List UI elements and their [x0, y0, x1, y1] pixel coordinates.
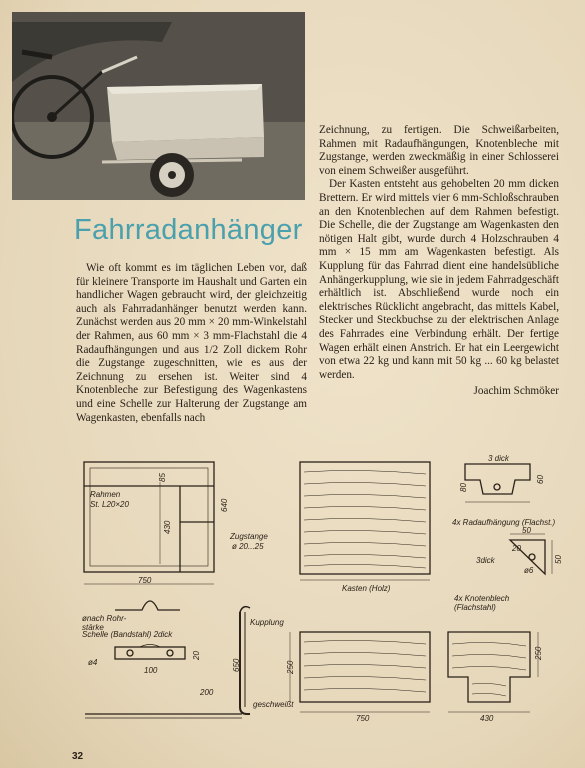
- label-schelle: Schelle (Bandstahl) 2dick: [82, 630, 173, 639]
- author-signature: Joachim Schmöker: [473, 385, 559, 398]
- construction-drawing-lines: [60, 452, 565, 732]
- trailer-photo: [12, 12, 305, 200]
- dim-250-b: 250: [534, 646, 543, 660]
- construction-drawing: [60, 452, 565, 732]
- article-title: Fahrradanhänger: [74, 214, 303, 246]
- dim-50-top: 50: [522, 526, 531, 535]
- article-column-2: [319, 124, 559, 399]
- dim-20-schelle: 20: [192, 651, 201, 660]
- label-kupplung: Kupplung: [250, 618, 284, 627]
- dim-200: 200: [200, 688, 214, 697]
- article-column-1: [76, 262, 307, 425]
- label-knotenblech: 4x Knotenblech (Flachstahl): [454, 594, 510, 612]
- dim-640: 640: [220, 498, 229, 512]
- dim-250-a: 250: [286, 660, 295, 674]
- label-kasten: Kasten (Holz): [342, 584, 391, 593]
- label-radaufhaengung: 4x Radaufhängung (Flachst.): [452, 518, 556, 527]
- dim-20-kb: 20: [512, 544, 521, 553]
- label-rohrstaerke: ønach Rohr-stärke: [82, 614, 127, 632]
- dim-650: 650: [232, 658, 241, 672]
- dim-3dick-b: 3dick: [476, 556, 495, 565]
- paragraph: Der Kasten entsteht aus gehobelten 20 mm dicken Brettern. Er wird mittels vier 6 mm-Schloßschrauben an den Knotenblechen auf dem Rahmen befestigt. Die Schelle, die der Zugstange am Wagenkasten den nötigen Halt gibt, wurde durch 4 Holzschrauben 4 mm × 15 mm am Wagenkasten befestigt. Als Kupplung für das Fahrrad dient eine handelsübliche Anhängerkupplung, wie sie in jedem Fahrradgeschäft erhältlich ist. Abschließend wurde noch ein elektrisches Rücklicht angebracht, das mittels Kabel, Stecker und Steckbuchse zu der elektrischen Anlage des Fahrrades eine Verbindung erhält. Der fertige Wagen erhält einen Anstrich. Er hat ein Leergewicht von etwa 22 kg und kann mit 50 kg ... 60 kg belastet werden.: [319, 178, 559, 381]
- dim-50-right: 50: [554, 555, 563, 564]
- dim-60: 60: [536, 475, 545, 484]
- paragraph: Zeichnung, zu fertigen. Die Schweißarbeiten, Rahmen mit Radaufhängungen, Knotenbleche mit Zugstange, werden zweckmäßig in einer Schlosserei von einem Schweißer ausgeführt.: [319, 124, 559, 177]
- label-rahmen: Rahmen: [90, 490, 121, 499]
- label-zugstange-spec: ø 20...25: [232, 542, 264, 551]
- label-rahmen-spec: St. L20×20: [90, 500, 129, 509]
- dim-85: 85: [158, 473, 167, 482]
- dim-100: 100: [144, 666, 158, 675]
- dim-phi6: ø6: [524, 566, 534, 575]
- dim-750-box: 750: [356, 714, 370, 723]
- label-geschweisst: geschweißt: [253, 700, 294, 709]
- label-zugstange: Zugstange: [230, 532, 268, 541]
- page-number: 32: [72, 751, 84, 762]
- dim-430-box: 430: [480, 714, 494, 723]
- dim-80: 80: [459, 483, 468, 492]
- dim-phi4: ø4: [88, 658, 98, 667]
- trailer-photo-illustration: [12, 12, 305, 200]
- dim-750-frame: 750: [138, 576, 152, 585]
- dim-3dick-a: 3 dick: [488, 454, 509, 463]
- dim-430-frame: 430: [163, 520, 172, 534]
- paragraph: Wie oft kommt es im täglichen Leben vor, daß für kleinere Transporte im Haushalt und Garten ein handlicher Wagen gebraucht wird, der gleichzeitig auch als Fahrradanhänger benutzt werden kann. Zunächst werden aus 20 mm × 20 mm-Winkelstahl der Rahmen, aus 60 mm × 3 mm-Flachstahl die 4 Radaufhängungen und aus 1/2 Zoll dickem Rohr die Zugstange zugeschnitten, wie es aus der Zeichnung zu ersehen ist. Weiter sind 4 Knotenbleche zur Befestigung des Wagenkastens und eine Schelle zur Halterung der Zugstange am Wagenkasten, ebenfalls nach: [76, 262, 307, 424]
